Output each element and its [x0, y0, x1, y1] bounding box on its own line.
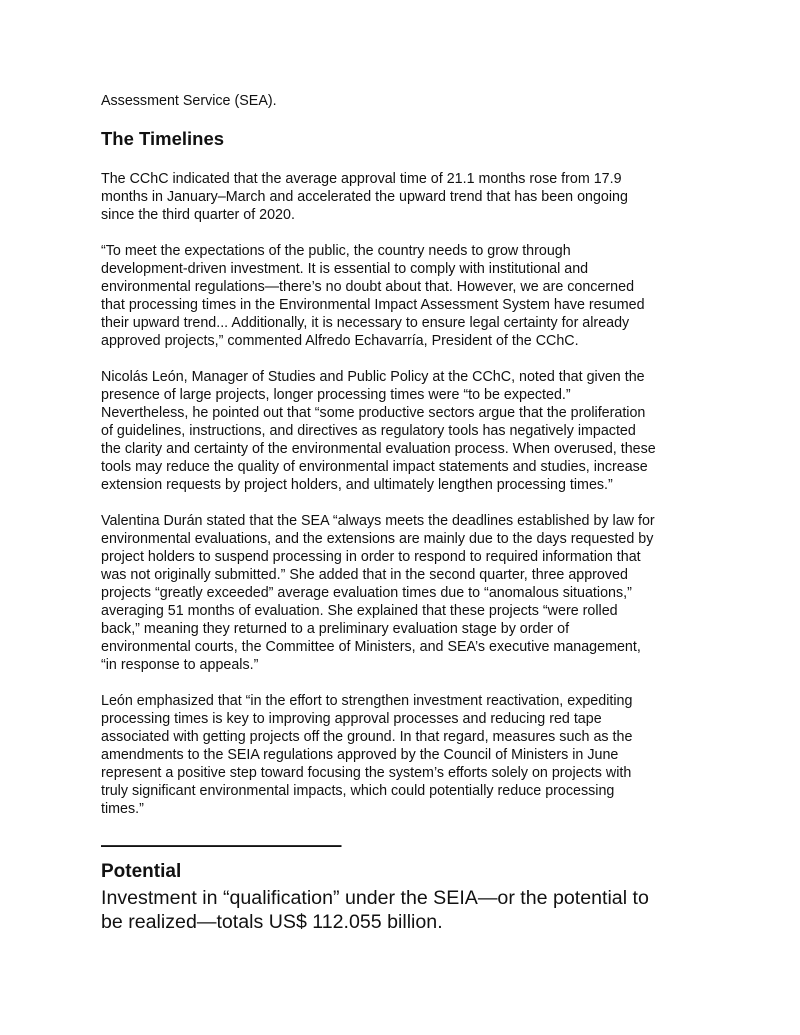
- intro-tail: Assessment Service (SEA).: [101, 93, 277, 109]
- pull-quote-heading: Potential: [101, 861, 182, 882]
- paragraph-echavarria-quote: “To meet the expectations of the public, the country needs to grow through development-driven investment. It is essential to comply with institutional and environmental regulations—there’s no doubt about that. However, we are concerned that processing times in the Environmental Impact Assessment System have resumed their upward trend... Additionally, it is necessary to ensure legal certainty for already approved projects,” commented Alfredo Echavarría, President of the CChC.: [101, 243, 645, 349]
- paragraph-approval-time: The CChC indicated that the average approval time of 21.1 months rose from 17.9 months in January–March and accelerated the upward trend that has been ongoing since the third quarter of 2020.: [101, 171, 628, 223]
- document-page: [101, 92, 706, 934]
- pull-quote-text: Investment in “qualification” under the SEIA—or the potential to be realized—totals US$ 112.055 billion.: [101, 887, 649, 933]
- paragraph-leon-emphasis: León emphasized that “in the effort to strengthen investment reactivation, expediting processing times is key to improving approval processes and reducing red tape associated with getting projects off the ground. In that regard, measures such as the amendments to the SEIA regulations approved by the Council of Ministers in June represent a positive step toward focusing the system’s efforts solely on projects with truly significant environmental impacts, which could potentially reduce processing times.”: [101, 693, 633, 817]
- section-heading: The Timelines: [101, 128, 225, 149]
- section-divider: —————————————: [101, 834, 342, 855]
- paragraph-duran-statement: Valentina Durán stated that the SEA “always meets the deadlines established by law for environmental evaluations, and the extensions are mainly due to the days requested by project holders to suspend processing in order to respond to required information that was not originally submitted.” She added that in the second quarter, three approved projects “greatly exceeded” average evaluation times due to “anomalous situations,” averaging 51 months of evaluation. She explained that these projects “were rolled back,” meaning they returned to a preliminary evaluation stage by order of environmental courts, the Committee of Ministers, and SEA’s executive management, “in response to appeals.”: [101, 513, 655, 673]
- paragraph-leon-comments: Nicolás León, Manager of Studies and Public Policy at the CChC, noted that given the presence of large projects, longer processing times were “to be expected.” Nevertheless, he pointed out that “some productive sectors argue that the proliferation of guidelines, instructions, and directives as regulatory tools has negatively impacted the clarity and certainty of the environmental evaluation process. When overused, these tools may reduce the quality of environmental impact statements and studies, increase extension requests by project holders, and ultimately lengthen processing times.”: [101, 369, 656, 493]
